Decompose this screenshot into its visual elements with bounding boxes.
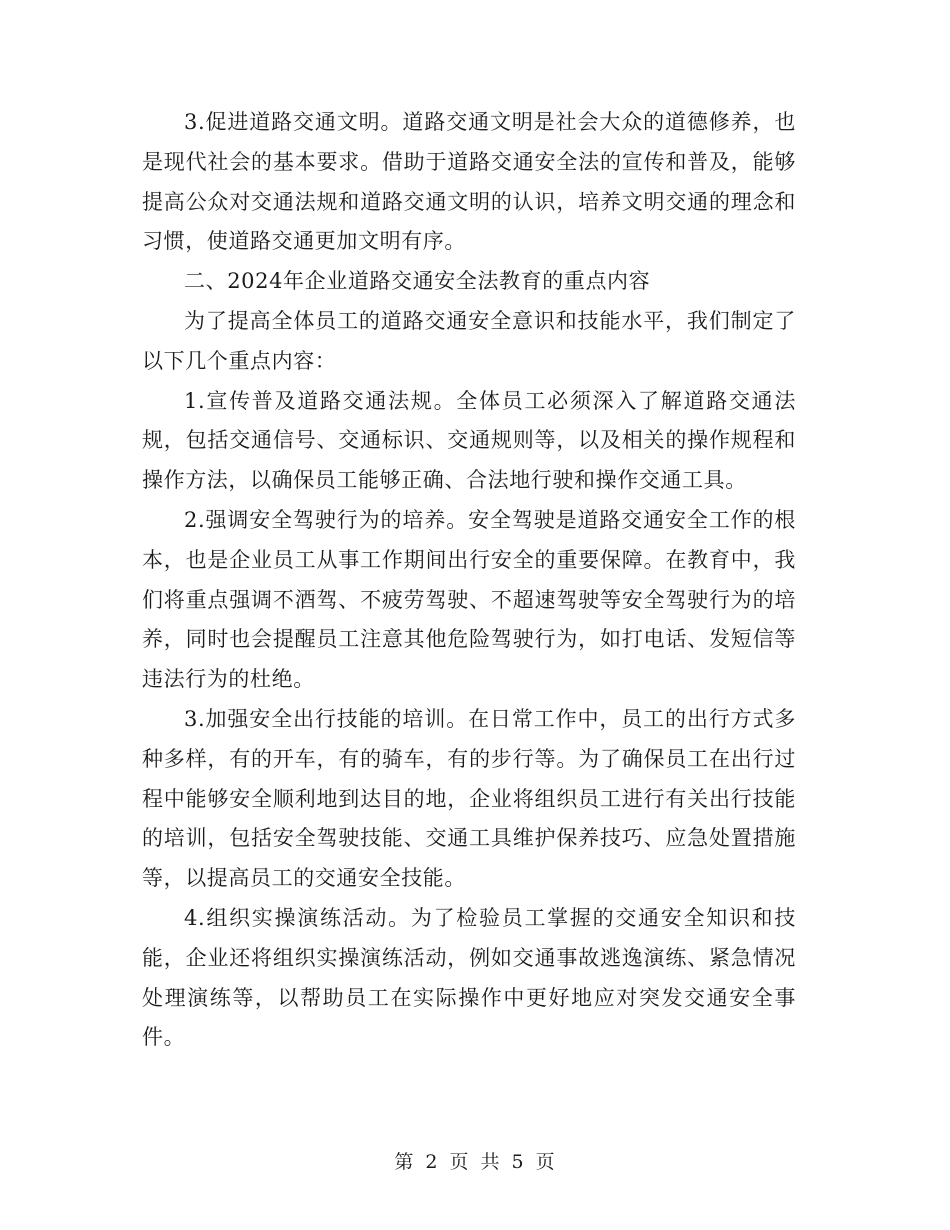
paragraph-item-3: 3.加强安全出行技能的培训。在日常工作中，员工的出行方式多种多样，有的开车，有的骑车，有的步行等。为了确保员工在出行过程中能够安全顺利地到达目的地，企业将组织员工进行有关出行技能的培训，包括安全驾驶技能、交通工具维护保养技巧、应急处置措施等，以提高员工的交通安全技能。 — [142, 706, 796, 891]
document-body — [142, 103, 796, 1058]
paragraph-intro: 为了提高全体员工的道路交通安全意识和技能水平，我们制定了以下几个重点内容： — [142, 308, 796, 373]
paragraph-item-1: 1.宣传普及道路交通法规。全体员工必须深入了解道路交通法规，包括交通信号、交通标识、交通规则等，以及相关的操作规程和操作方法，以确保员工能够正确、合法地行驶和操作交通工具。 — [142, 388, 796, 493]
paragraph-item-2: 2.强调安全驾驶行为的培养。安全驾驶是道路交通安全工作的根本，也是企业员工从事工作期间出行安全的重要保障。在教育中，我们将重点强调不酒驾、不疲劳驾驶、不超速驾驶等安全驾驶行为的培养，同时也会提醒员工注意其他危险驾驶行为，如打电话、发短信等违法行为的杜绝。 — [142, 507, 796, 692]
section-heading-key-content: 二、2024年企业道路交通安全法教育的重点内容 — [184, 269, 651, 294]
page-number-footer: 第 2 页 共 5 页 — [394, 1151, 556, 1173]
paragraph-item-4: 4.组织实操演练活动。为了检验员工掌握的交通安全知识和技能，企业还将组织实操演练活动，例如交通事故逃逸演练、紧急情况处理演练等，以帮助员工在实际操作中更好地应对突发交通安全事件。 — [142, 905, 796, 1050]
paragraph-promote-civility: 3.促进道路交通文明。道路交通文明是社会大众的道德修养，也是现代社会的基本要求。借助于道路交通安全法的宣传和普及，能够提高公众对交通法规和道路交通文明的认识，培养文明交通的理念和习惯，使道路交通更加文明有序。 — [142, 110, 796, 254]
